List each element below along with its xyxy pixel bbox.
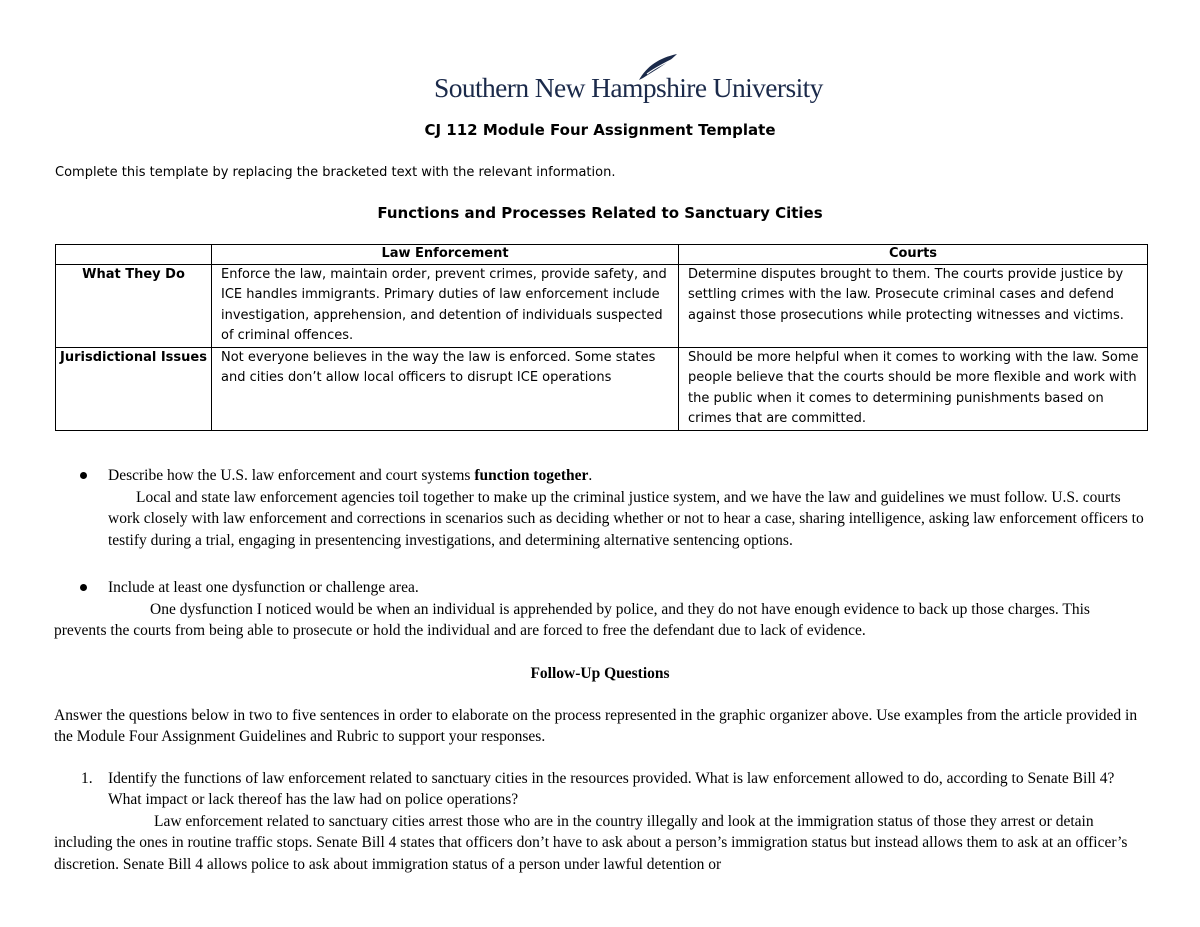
row-header: Jurisdictional Issues bbox=[56, 348, 212, 431]
table-cell: Should be more helpful when it comes to working with the law. Some people believe that the courts should be more flexible and work with the public when it comes to determining punishments based on crimes that are committed. bbox=[679, 348, 1148, 431]
bullet-prompt: Include at least one dysfunction or challenge area. bbox=[108, 579, 419, 596]
column-header: Courts bbox=[679, 245, 1148, 265]
logo-text: Southern New Hampshire University bbox=[434, 72, 823, 103]
university-logo bbox=[434, 52, 823, 104]
page-title: CJ 112 Module Four Assignment Template bbox=[424, 121, 776, 139]
column-header: Law Enforcement bbox=[212, 245, 679, 265]
organizer-title: Functions and Processes Related to Sanctuary Cities bbox=[377, 204, 823, 222]
table-row bbox=[56, 348, 1148, 431]
bullet-dot-icon bbox=[80, 472, 87, 479]
leaf-icon bbox=[637, 52, 679, 82]
bullet-answer: Local and state law enforcement agencies toil together to make up the criminal justice system, and we have the law and guidelines we must follow. U.S. courts work closely with law enforcement and corrections in scenarios such as deciding whether or not to hear a case, sharing intelligence, asking law enforcement officers to testify during a trial, engaging in presentencing investigations, and determining alternative sentencing options. bbox=[108, 489, 1144, 549]
row-header: What They Do bbox=[56, 265, 212, 348]
question-text: Identify the functions of law enforcement related to sanctuary cities in the resources provided. What is law enforcement allowed to do, according to Senate Bill 4? What impact or lack thereof has the law had on police operations? bbox=[108, 770, 1115, 809]
table-row bbox=[56, 265, 1148, 348]
bullet-answer: One dysfunction I noticed would be when an individual is apprehended by police, and they do not have enough evidence to back up those charges. This prevents the courts from being able to prosecute or hold the individual and are forced to free the defendant due to lack of evidence. bbox=[54, 601, 1090, 640]
table-cell: Not everyone believes in the way the law is enforced. Some states and cities don’t allow local officers to disrupt ICE operations bbox=[212, 348, 679, 431]
bullet-dot-icon bbox=[80, 584, 87, 591]
table-cell: Determine disputes brought to them. The courts provide justice by settling crimes with the law. Prosecute criminal cases and defend against those prosecutions while protecting witnesses and victims. bbox=[679, 265, 1148, 348]
column-header bbox=[56, 245, 212, 265]
bullet-prompt bbox=[108, 465, 1158, 486]
bullet-prompt-punct: . bbox=[588, 467, 593, 484]
section-heading: Follow-Up Questions bbox=[530, 665, 670, 682]
bullet-prompt-text: Describe how the U.S. law enforcement and court systems bbox=[108, 467, 475, 484]
question-number: 1. bbox=[81, 770, 93, 787]
instructions-text: Complete this template by replacing the bracketed text with the relevant information. bbox=[55, 165, 616, 180]
table-header-row bbox=[56, 245, 1148, 265]
table-cell: Enforce the law, maintain order, prevent crimes, provide safety, and ICE handles immigrants. Primary duties of law enforcement include investigation, apprehension, and detention of individuals suspected of criminal offences. bbox=[212, 265, 679, 348]
question-answer: Law enforcement related to sanctuary cities arrest those who are in the country illegally and look at the immigration status of those they arrest or detain including the ones in routine traffic stops. Senate Bill 4 states that officers don’t have to ask about a person’s immigration status but instead allows them to ask at an officer’s discretion. Senate Bill 4 allows police to ask about immigration status of a person under lawful detention or bbox=[54, 813, 1128, 873]
graphic-organizer-table bbox=[55, 244, 1148, 431]
followup-intro: Answer the questions below in two to five sentences in order to elaborate on the process represented in the graphic organizer above. Use examples from the article provided in the Module Four Assignment Guidelines and Rubric to support your responses. bbox=[54, 707, 1138, 746]
bullet-prompt-bold: function together bbox=[474, 467, 589, 484]
